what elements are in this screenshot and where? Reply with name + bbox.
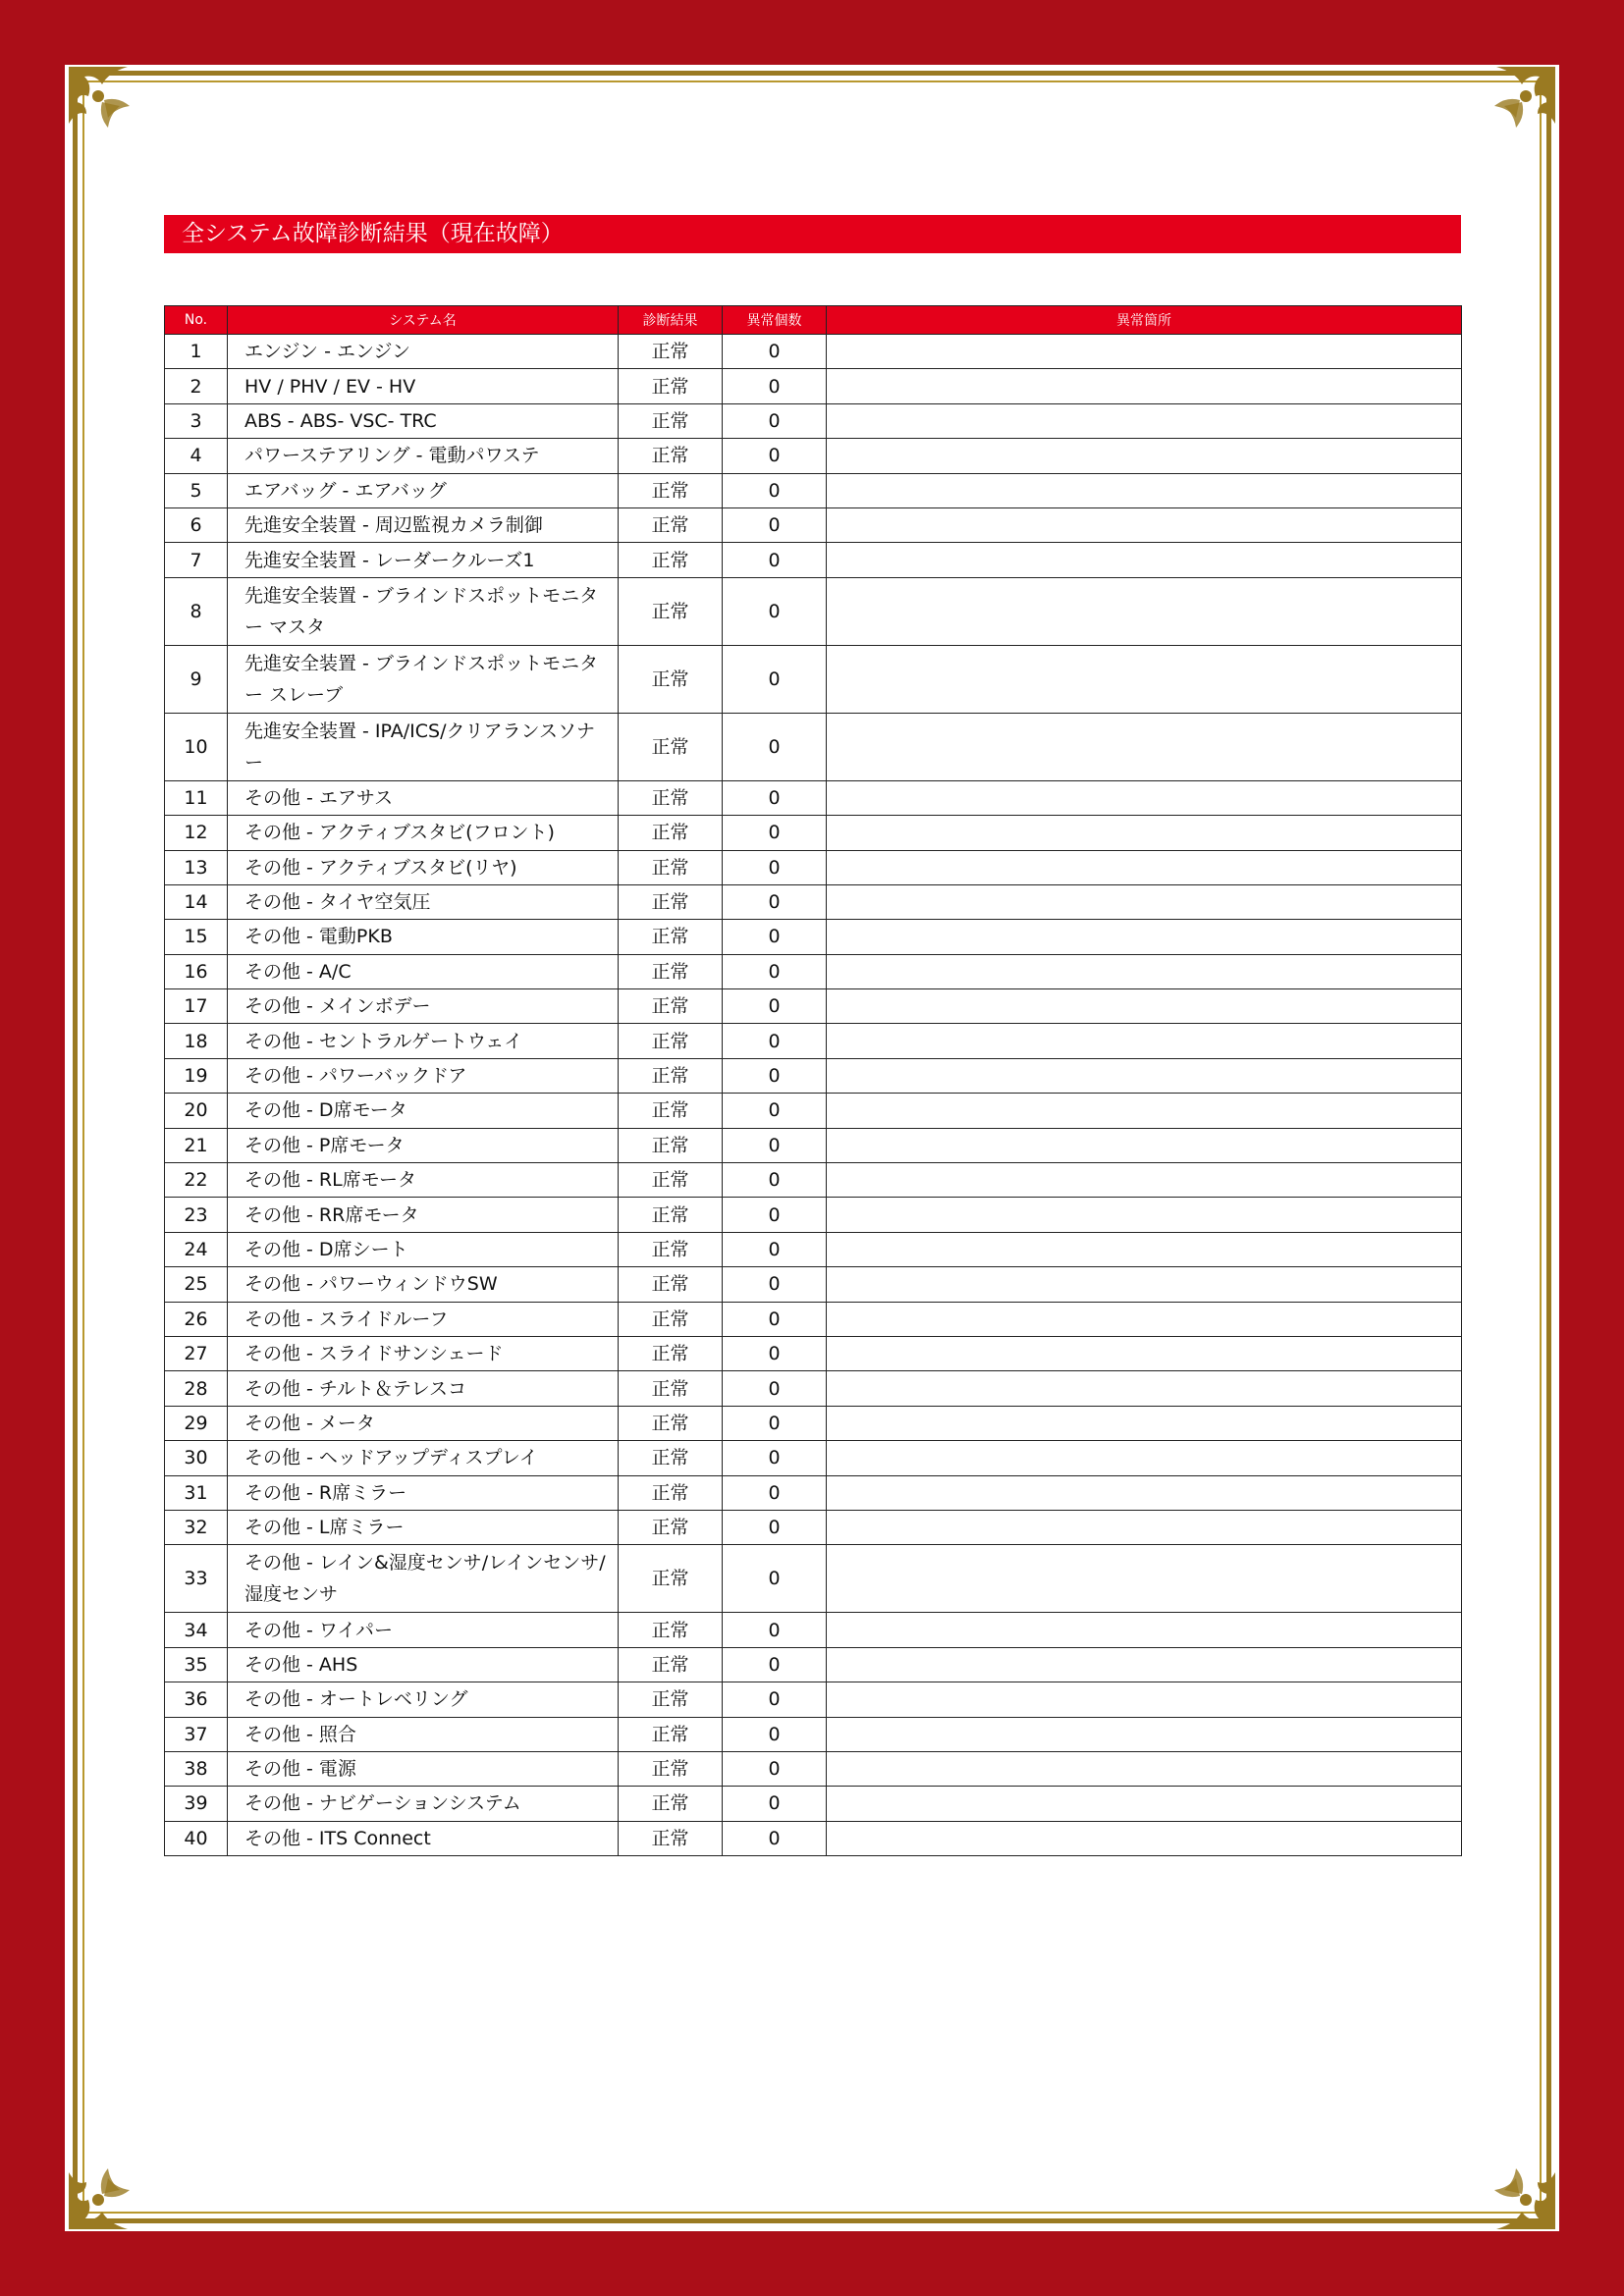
- row-error-count: 0: [723, 850, 827, 884]
- row-result: 正常: [619, 1267, 723, 1302]
- row-error-location: [827, 1441, 1462, 1475]
- row-no: 1: [165, 335, 228, 369]
- header-error-count: 異常個数: [723, 306, 827, 335]
- table-row: [165, 1510, 1462, 1544]
- row-error-location: [827, 989, 1462, 1024]
- row-error-count: 0: [723, 1336, 827, 1370]
- header-system-name: システム名: [228, 306, 619, 335]
- row-error-location: [827, 1717, 1462, 1751]
- row-error-count: 0: [723, 439, 827, 473]
- row-error-location: [827, 1613, 1462, 1647]
- table-row: [165, 1647, 1462, 1682]
- row-error-count: 0: [723, 1682, 827, 1717]
- corner-ornament-icon: [69, 67, 157, 155]
- row-system-name: パワーステアリング - 電動パワステ: [228, 439, 619, 473]
- row-result: 正常: [619, 1510, 723, 1544]
- row-error-location: [827, 816, 1462, 850]
- row-no: 37: [165, 1717, 228, 1751]
- row-error-count: 0: [723, 473, 827, 507]
- row-error-count: 0: [723, 577, 827, 645]
- row-error-count: 0: [723, 1371, 827, 1406]
- table-row: [165, 1787, 1462, 1821]
- row-result: 正常: [619, 1198, 723, 1232]
- row-error-location: [827, 439, 1462, 473]
- row-system-name: その他 - エアサス: [228, 780, 619, 815]
- row-no: 21: [165, 1128, 228, 1162]
- row-no: 28: [165, 1371, 228, 1406]
- row-result: 正常: [619, 1751, 723, 1786]
- row-result: 正常: [619, 1302, 723, 1336]
- row-no: 20: [165, 1094, 228, 1128]
- row-error-location: [827, 1163, 1462, 1198]
- row-error-location: [827, 403, 1462, 438]
- row-error-location: [827, 1510, 1462, 1544]
- row-error-location: [827, 1821, 1462, 1855]
- row-result: 正常: [619, 1787, 723, 1821]
- row-no: 30: [165, 1441, 228, 1475]
- row-system-name: その他 - A/C: [228, 954, 619, 988]
- row-no: 35: [165, 1647, 228, 1682]
- row-result: 正常: [619, 1613, 723, 1647]
- row-no: 39: [165, 1787, 228, 1821]
- row-error-count: 0: [723, 1787, 827, 1821]
- table-row: [165, 335, 1462, 369]
- table-row: [165, 1751, 1462, 1786]
- row-result: 正常: [619, 507, 723, 542]
- row-error-count: 0: [723, 1613, 827, 1647]
- table-row: [165, 1371, 1462, 1406]
- row-no: 29: [165, 1406, 228, 1440]
- row-error-count: 0: [723, 1406, 827, 1440]
- row-no: 25: [165, 1267, 228, 1302]
- table-row: [165, 1198, 1462, 1232]
- row-system-name: その他 - ワイパー: [228, 1613, 619, 1647]
- row-error-count: 0: [723, 1024, 827, 1058]
- row-result: 正常: [619, 780, 723, 815]
- row-system-name: その他 - パワーバックドア: [228, 1058, 619, 1093]
- row-system-name: その他 - D席シート: [228, 1232, 619, 1266]
- table-row: [165, 369, 1462, 403]
- row-result: 正常: [619, 543, 723, 577]
- table-row: [165, 1682, 1462, 1717]
- row-result: 正常: [619, 473, 723, 507]
- row-error-count: 0: [723, 1821, 827, 1855]
- row-system-name: HV / PHV / EV - HV: [228, 369, 619, 403]
- row-error-location: [827, 1094, 1462, 1128]
- table-row: [165, 403, 1462, 438]
- row-system-name: その他 - R席ミラー: [228, 1475, 619, 1510]
- row-error-location: [827, 335, 1462, 369]
- table-row: [165, 1336, 1462, 1370]
- header-result: 診断結果: [619, 306, 723, 335]
- row-error-location: [827, 780, 1462, 815]
- header-error-location: 異常箇所: [827, 306, 1462, 335]
- row-result: 正常: [619, 577, 723, 645]
- row-system-name: その他 - スライドルーフ: [228, 1302, 619, 1336]
- row-result: 正常: [619, 1232, 723, 1266]
- table-row: [165, 507, 1462, 542]
- row-no: 5: [165, 473, 228, 507]
- row-error-location: [827, 1682, 1462, 1717]
- row-result: 正常: [619, 816, 723, 850]
- row-system-name: その他 - ITS Connect: [228, 1821, 619, 1855]
- row-result: 正常: [619, 989, 723, 1024]
- row-result: 正常: [619, 1717, 723, 1751]
- row-result: 正常: [619, 1647, 723, 1682]
- table-row: [165, 1613, 1462, 1647]
- table-row: [165, 473, 1462, 507]
- row-system-name: その他 - 電動PKB: [228, 920, 619, 954]
- row-system-name: その他 - レイン&湿度センサ/レインセンサ/湿度センサ: [228, 1545, 619, 1613]
- row-error-location: [827, 920, 1462, 954]
- row-no: 22: [165, 1163, 228, 1198]
- row-error-count: 0: [723, 1163, 827, 1198]
- row-result: 正常: [619, 713, 723, 780]
- table-row: [165, 780, 1462, 815]
- row-error-location: [827, 1232, 1462, 1266]
- row-error-location: [827, 577, 1462, 645]
- table-row: [165, 1475, 1462, 1510]
- row-error-location: [827, 645, 1462, 713]
- table-row: [165, 1163, 1462, 1198]
- row-error-count: 0: [723, 884, 827, 919]
- row-result: 正常: [619, 1682, 723, 1717]
- row-error-location: [827, 1751, 1462, 1786]
- row-no: 7: [165, 543, 228, 577]
- table-row: [165, 1406, 1462, 1440]
- row-error-count: 0: [723, 989, 827, 1024]
- row-result: 正常: [619, 1441, 723, 1475]
- row-error-location: [827, 1406, 1462, 1440]
- row-no: 33: [165, 1545, 228, 1613]
- row-result: 正常: [619, 884, 723, 919]
- table-row: [165, 884, 1462, 919]
- row-result: 正常: [619, 920, 723, 954]
- table-row: [165, 543, 1462, 577]
- row-result: 正常: [619, 335, 723, 369]
- row-no: 4: [165, 439, 228, 473]
- row-error-location: [827, 713, 1462, 780]
- table-row: [165, 816, 1462, 850]
- row-result: 正常: [619, 954, 723, 988]
- row-error-location: [827, 1058, 1462, 1093]
- table-row: [165, 1302, 1462, 1336]
- row-no: 2: [165, 369, 228, 403]
- row-system-name: その他 - RL席モータ: [228, 1163, 619, 1198]
- row-no: 24: [165, 1232, 228, 1266]
- row-no: 16: [165, 954, 228, 988]
- row-system-name: その他 - タイヤ空気圧: [228, 884, 619, 919]
- row-error-location: [827, 1545, 1462, 1613]
- table-row: [165, 1821, 1462, 1855]
- row-system-name: 先進安全装置 - ブラインドスポットモニター スレーブ: [228, 645, 619, 713]
- row-system-name: エアバッグ - エアバッグ: [228, 473, 619, 507]
- row-no: 13: [165, 850, 228, 884]
- row-error-count: 0: [723, 780, 827, 815]
- row-error-location: [827, 1475, 1462, 1510]
- table-row: [165, 920, 1462, 954]
- row-system-name: その他 - スライドサンシェード: [228, 1336, 619, 1370]
- row-no: 14: [165, 884, 228, 919]
- row-result: 正常: [619, 1094, 723, 1128]
- row-error-location: [827, 1198, 1462, 1232]
- header-no: No.: [165, 306, 228, 335]
- table-row: [165, 1441, 1462, 1475]
- row-error-count: 0: [723, 816, 827, 850]
- row-no: 15: [165, 920, 228, 954]
- row-result: 正常: [619, 1163, 723, 1198]
- row-system-name: その他 - 電源: [228, 1751, 619, 1786]
- row-no: 40: [165, 1821, 228, 1855]
- row-error-count: 0: [723, 1128, 827, 1162]
- row-error-count: 0: [723, 1094, 827, 1128]
- table-row: [165, 1267, 1462, 1302]
- row-no: 8: [165, 577, 228, 645]
- row-result: 正常: [619, 369, 723, 403]
- table-row: [165, 989, 1462, 1024]
- row-error-location: [827, 1302, 1462, 1336]
- row-system-name: 先進安全装置 - IPA/ICS/クリアランスソナー: [228, 713, 619, 780]
- row-result: 正常: [619, 1545, 723, 1613]
- table-row: [165, 713, 1462, 780]
- row-result: 正常: [619, 1406, 723, 1440]
- row-no: 38: [165, 1751, 228, 1786]
- table-row: [165, 1232, 1462, 1266]
- row-error-count: 0: [723, 1198, 827, 1232]
- row-result: 正常: [619, 850, 723, 884]
- row-no: 11: [165, 780, 228, 815]
- row-error-location: [827, 1371, 1462, 1406]
- table-row: [165, 1717, 1462, 1751]
- row-no: 34: [165, 1613, 228, 1647]
- row-error-location: [827, 507, 1462, 542]
- row-error-location: [827, 1128, 1462, 1162]
- row-no: 36: [165, 1682, 228, 1717]
- row-result: 正常: [619, 1024, 723, 1058]
- row-no: 23: [165, 1198, 228, 1232]
- row-system-name: その他 - AHS: [228, 1647, 619, 1682]
- page-title: 全システム故障診断結果（現在故障）: [164, 215, 1461, 253]
- row-system-name: 先進安全装置 - ブラインドスポットモニター マスタ: [228, 577, 619, 645]
- row-no: 9: [165, 645, 228, 713]
- row-system-name: エンジン - エンジン: [228, 335, 619, 369]
- row-no: 32: [165, 1510, 228, 1544]
- row-error-count: 0: [723, 1751, 827, 1786]
- row-system-name: その他 - チルト＆テレスコ: [228, 1371, 619, 1406]
- row-error-count: 0: [723, 543, 827, 577]
- row-error-count: 0: [723, 507, 827, 542]
- table-row: [165, 1128, 1462, 1162]
- row-result: 正常: [619, 1821, 723, 1855]
- row-result: 正常: [619, 1336, 723, 1370]
- row-system-name: その他 - メータ: [228, 1406, 619, 1440]
- row-system-name: その他 - セントラルゲートウェイ: [228, 1024, 619, 1058]
- corner-ornament-icon: [1467, 2141, 1555, 2229]
- corner-ornament-icon: [1467, 67, 1555, 155]
- row-error-count: 0: [723, 954, 827, 988]
- row-error-count: 0: [723, 1267, 827, 1302]
- table-row: [165, 577, 1462, 645]
- row-error-count: 0: [723, 1647, 827, 1682]
- row-system-name: その他 - ナビゲーションシステム: [228, 1787, 619, 1821]
- row-error-location: [827, 850, 1462, 884]
- row-system-name: その他 - メインボデー: [228, 989, 619, 1024]
- row-error-count: 0: [723, 713, 827, 780]
- row-error-location: [827, 1647, 1462, 1682]
- row-error-count: 0: [723, 1058, 827, 1093]
- row-system-name: その他 - パワーウィンドウSW: [228, 1267, 619, 1302]
- row-error-location: [827, 543, 1462, 577]
- row-error-location: [827, 1024, 1462, 1058]
- row-system-name: その他 - P席モータ: [228, 1128, 619, 1162]
- table-row: [165, 1058, 1462, 1093]
- row-result: 正常: [619, 1475, 723, 1510]
- row-error-count: 0: [723, 1717, 827, 1751]
- table-row: [165, 645, 1462, 713]
- row-error-count: 0: [723, 335, 827, 369]
- row-error-count: 0: [723, 1232, 827, 1266]
- row-no: 26: [165, 1302, 228, 1336]
- row-error-location: [827, 954, 1462, 988]
- row-error-count: 0: [723, 1302, 827, 1336]
- row-no: 10: [165, 713, 228, 780]
- row-error-count: 0: [723, 920, 827, 954]
- table-row: [165, 850, 1462, 884]
- row-error-count: 0: [723, 1510, 827, 1544]
- row-system-name: その他 - D席モータ: [228, 1094, 619, 1128]
- row-no: 17: [165, 989, 228, 1024]
- row-error-location: [827, 369, 1462, 403]
- row-no: 18: [165, 1024, 228, 1058]
- table-row: [165, 1094, 1462, 1128]
- row-no: 31: [165, 1475, 228, 1510]
- row-error-location: [827, 1336, 1462, 1370]
- row-result: 正常: [619, 439, 723, 473]
- row-error-count: 0: [723, 369, 827, 403]
- row-error-count: 0: [723, 645, 827, 713]
- table-header-row: [165, 306, 1462, 335]
- diagnosis-table: [164, 305, 1462, 1856]
- row-error-location: [827, 1787, 1462, 1821]
- table-row: [165, 439, 1462, 473]
- row-no: 19: [165, 1058, 228, 1093]
- row-error-count: 0: [723, 1475, 827, 1510]
- row-system-name: ABS - ABS- VSC- TRC: [228, 403, 619, 438]
- row-result: 正常: [619, 1371, 723, 1406]
- row-system-name: その他 - ヘッドアップディスプレイ: [228, 1441, 619, 1475]
- row-no: 27: [165, 1336, 228, 1370]
- corner-ornament-icon: [69, 2141, 157, 2229]
- row-result: 正常: [619, 645, 723, 713]
- row-error-location: [827, 884, 1462, 919]
- row-system-name: その他 - RR席モータ: [228, 1198, 619, 1232]
- row-error-count: 0: [723, 403, 827, 438]
- row-system-name: その他 - オートレベリング: [228, 1682, 619, 1717]
- row-no: 6: [165, 507, 228, 542]
- row-no: 12: [165, 816, 228, 850]
- row-result: 正常: [619, 1128, 723, 1162]
- row-error-location: [827, 473, 1462, 507]
- row-system-name: その他 - 照合: [228, 1717, 619, 1751]
- row-no: 3: [165, 403, 228, 438]
- row-error-location: [827, 1267, 1462, 1302]
- row-system-name: 先進安全装置 - 周辺監視カメラ制御: [228, 507, 619, 542]
- row-system-name: その他 - アクティブスタビ(フロント): [228, 816, 619, 850]
- table-row: [165, 954, 1462, 988]
- row-system-name: その他 - L席ミラー: [228, 1510, 619, 1544]
- row-result: 正常: [619, 403, 723, 438]
- row-error-count: 0: [723, 1545, 827, 1613]
- row-system-name: その他 - アクティブスタビ(リヤ): [228, 850, 619, 884]
- table-row: [165, 1024, 1462, 1058]
- row-result: 正常: [619, 1058, 723, 1093]
- table-row: [165, 1545, 1462, 1613]
- row-system-name: 先進安全装置 - レーダークルーズ1: [228, 543, 619, 577]
- row-error-count: 0: [723, 1441, 827, 1475]
